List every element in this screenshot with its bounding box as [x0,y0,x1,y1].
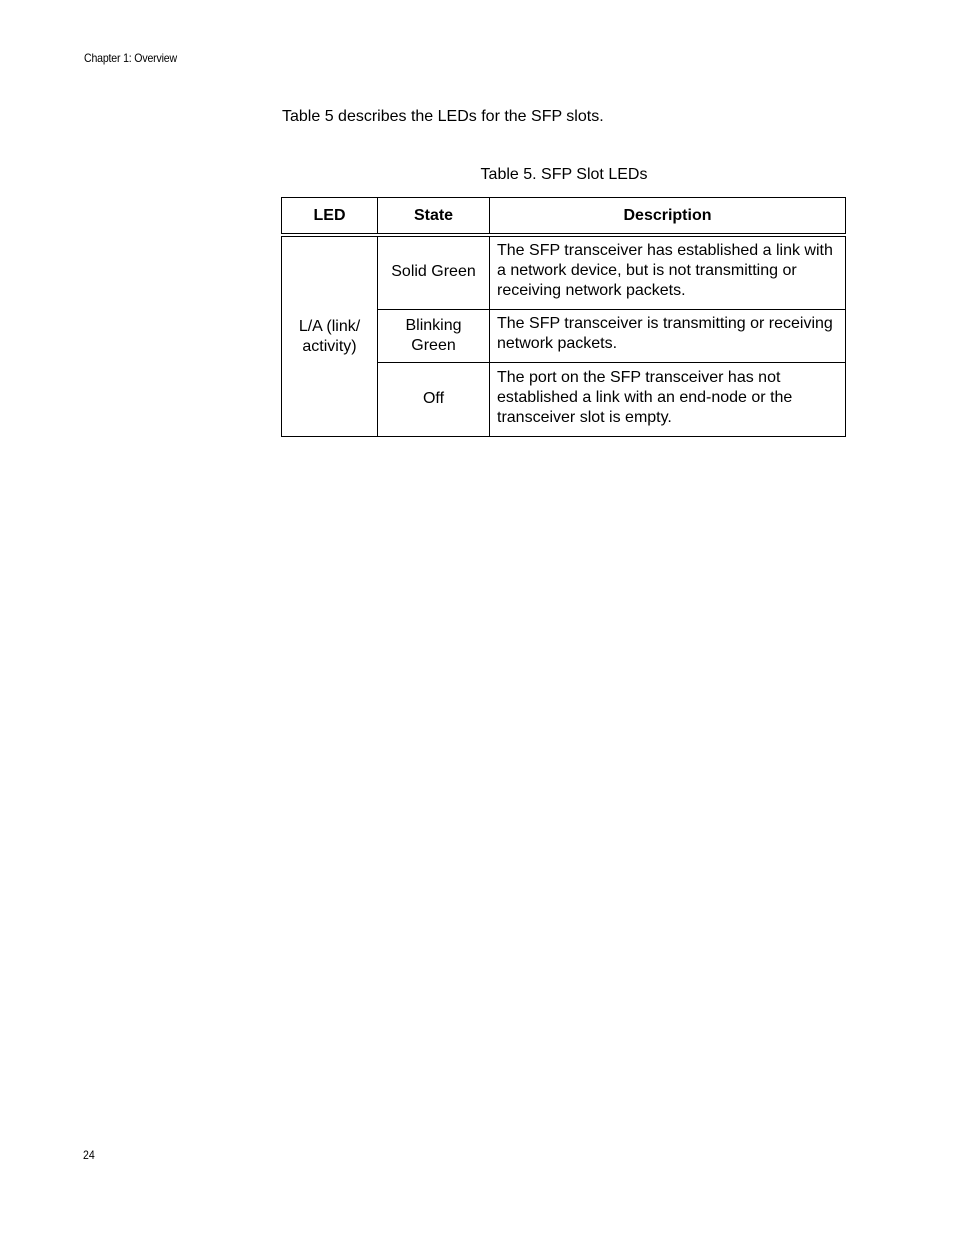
running-header: Chapter 1: Overview [84,51,177,65]
column-header-state: State [378,198,490,236]
column-header-description: Description [490,198,846,236]
table-row [282,235,846,310]
sfp-led-table [281,197,846,437]
table-header-row [282,198,846,236]
table-caption: Table 5. SFP Slot LEDs [480,166,648,183]
column-header-led: LED [282,198,378,236]
description-cell: The SFP transceiver is transmitting or receiving network packets. [490,310,846,363]
description-cell: The SFP transceiver has established a link with a network device, but is not transmitting or receiving network packets. [490,235,846,310]
led-name-cell: L/A (link/ activity) [282,235,378,437]
state-cell: Solid Green [378,235,490,310]
page-number: 24 [83,1148,95,1162]
state-cell: Off [378,363,490,437]
intro-paragraph: Table 5 describes the LEDs for the SFP slots. [282,108,604,125]
description-cell: The port on the SFP transceiver has not established a link with an end-node or the transceiver slot is empty. [490,363,846,437]
state-cell: Blinking Green [378,310,490,363]
